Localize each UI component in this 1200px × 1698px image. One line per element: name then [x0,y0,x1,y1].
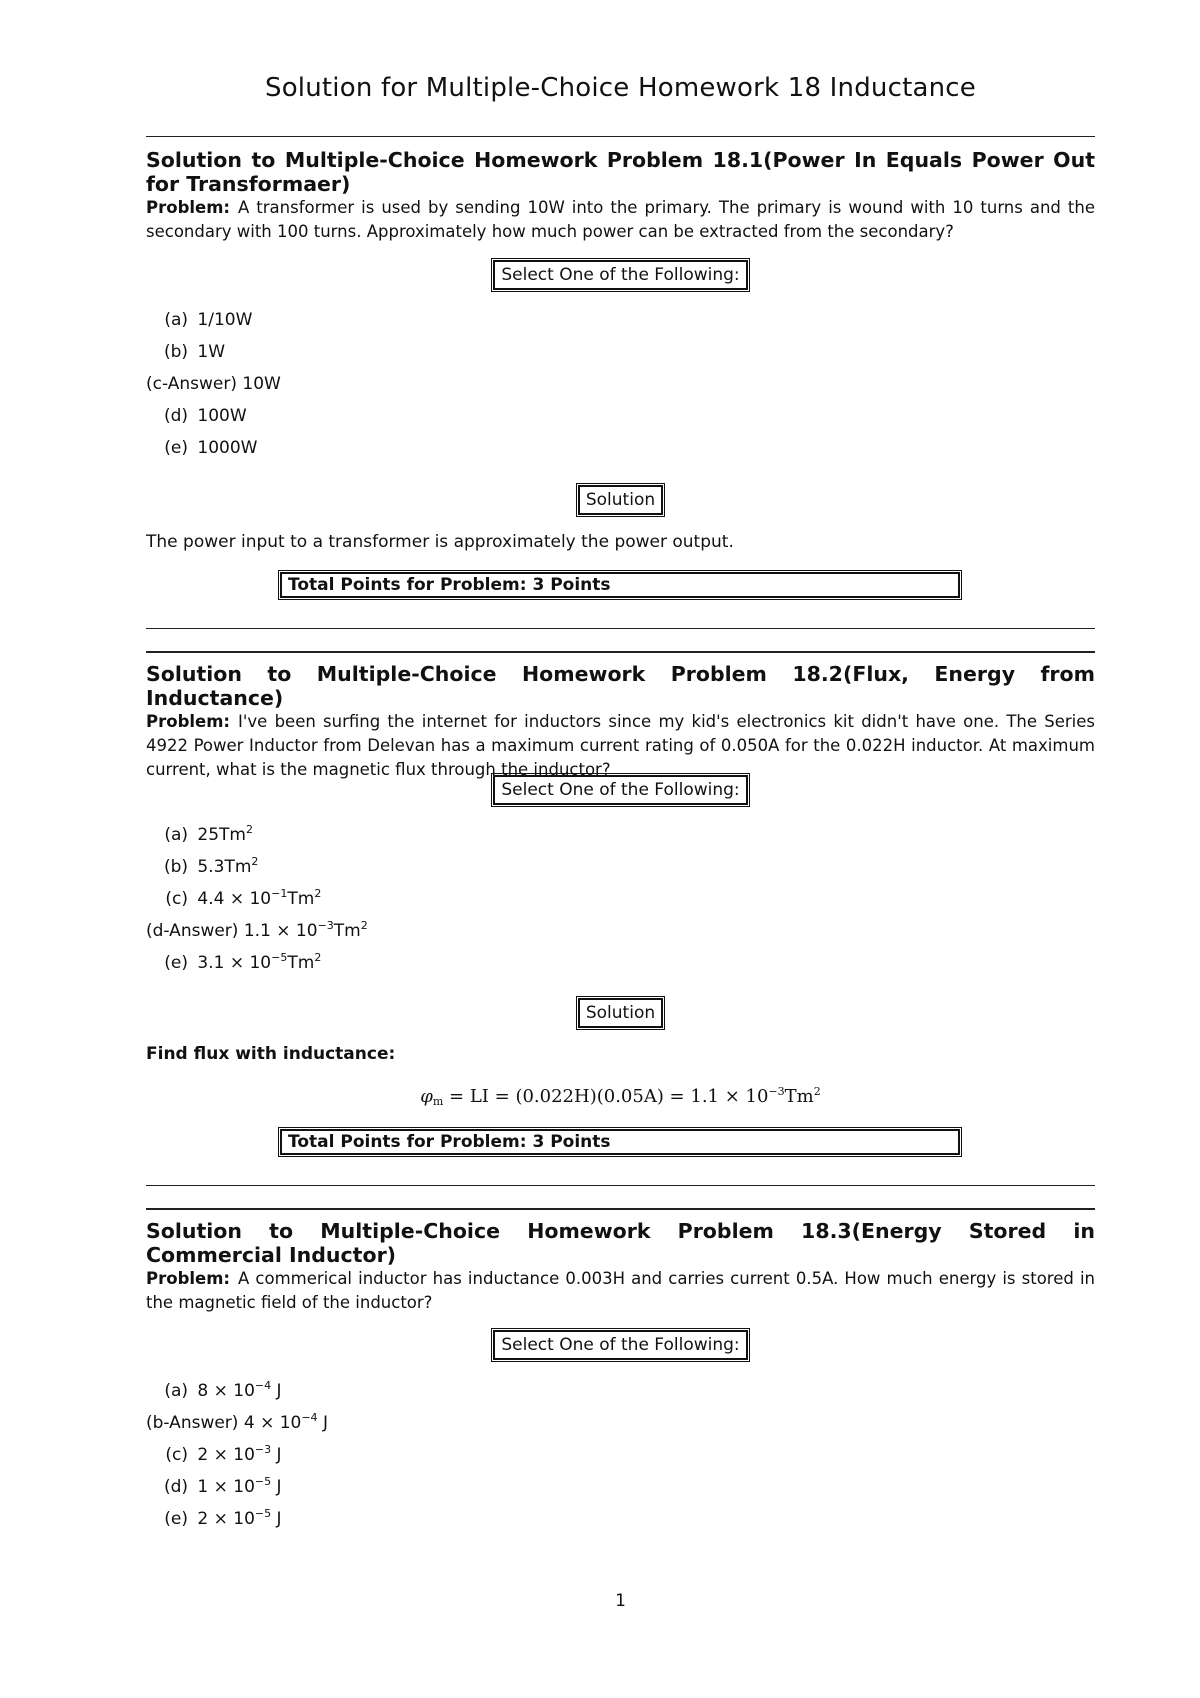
choice-value: 1.1 × 10 [243,921,318,941]
choice-value: 5.3Tm [197,857,252,877]
equation-exponent: −3 [768,1085,785,1098]
choice-unit: J [276,1381,282,1401]
choice-tag: (c-Answer) [146,374,237,394]
total-points-box: Total Points for Problem: 3 Points [280,1129,960,1155]
choice-value: 2 × 10 [197,1445,255,1465]
choice-unit: Tm [287,953,315,973]
choice-item [146,304,1095,336]
solution-box-wrap [146,998,1095,1028]
select-prompt: Select One of the Following: [493,260,747,290]
choice-tag: (a) [164,825,188,845]
document-page [146,0,1095,1698]
choice-list-18-2 [146,819,1095,979]
choice-exponent: −5 [254,1507,272,1520]
equation-unit: Tm [784,1086,814,1107]
choice-exponent: −3 [317,919,334,932]
choice-tag: (e) [164,953,188,973]
equation-subscript: m [432,1095,444,1108]
choice-exponent: 2 [314,951,322,964]
divider [146,628,1095,629]
problem-text: A commerical inductor has inductance 0.003H and carries current 0.5A. How much energy is stored in the magnetic field of the inductor? [146,1269,1095,1312]
choice-tag: (d-Answer) [146,921,239,941]
solution-label: Solution [578,485,663,515]
choice-tag: (a) [164,1381,188,1401]
choice-tag: (d) [163,406,188,426]
choice-unit: J [276,1445,282,1465]
choice-list-18-3 [146,1375,1095,1535]
choice-item [146,883,1095,915]
choice-text: 1W [197,342,226,362]
problem-heading: Solution to Multiple-Choice Homework Problem 18.3(Energy Stored in Commercial Inductor) [146,1219,1095,1267]
choice-text: 100W [197,406,247,426]
solution-label: Solution [578,998,663,1028]
choice-exponent: −4 [254,1379,272,1392]
choice-exponent: 2 [245,823,253,836]
solution-heading: Find flux with inductance: [146,1044,396,1064]
equation-body: = LI = (0.022H)(0.05A) = 1.1 × 10 [443,1086,769,1107]
choice-exponent: −4 [301,1411,318,1424]
choice-value: 3.1 × 10 [197,953,272,973]
problem-18-2 [146,662,1095,782]
choice-list-18-1 [146,304,1095,464]
choice-item [146,851,1095,883]
divider [146,136,1095,137]
divider [146,1185,1095,1186]
problem-label: Problem: [146,712,231,731]
choice-tag: (e) [164,1509,188,1529]
choice-item [146,1471,1095,1503]
select-box-wrap [146,775,1095,805]
choice-text: 1000W [197,438,258,458]
document-title: Solution for Multiple-Choice Homework 18 Inductance [264,73,976,103]
select-prompt: Select One of the Following: [493,775,747,805]
problem-statement [146,196,1095,244]
divider [146,1208,1095,1210]
choice-value: 2 × 10 [197,1509,255,1529]
choice-text: 1/10W [197,310,253,330]
choice-unit: J [322,1413,328,1433]
choice-item [146,400,1095,432]
choice-text: 10W [242,374,281,394]
choice-unit: J [276,1477,282,1497]
problem-heading: Solution to Multiple-Choice Homework Problem 18.1(Power In Equals Power Out for Transformaer) [146,148,1095,196]
problem-18-3 [146,1219,1095,1315]
choice-tag: (e) [164,438,188,458]
choice-unit: Tm [333,921,361,941]
choice-item [146,947,1095,979]
problem-statement [146,710,1095,782]
solution-body [146,1044,1095,1064]
problem-statement [146,1267,1095,1315]
choice-item-answer [146,915,1095,947]
problem-label: Problem: [146,1269,231,1288]
choice-unit: J [276,1509,282,1529]
choice-value: 1 × 10 [197,1477,255,1497]
choice-value: 8 × 10 [197,1381,255,1401]
choice-exponent: 2 [251,855,259,868]
choice-exponent: 2 [314,887,322,900]
choice-tag: (b) [163,857,188,877]
choice-value: 4 × 10 [243,1413,302,1433]
choice-exponent: −5 [271,951,288,964]
choice-item-answer [146,1407,1095,1439]
choice-tag: (a) [164,310,188,330]
select-box-wrap [146,260,1095,290]
choice-tag: (d) [163,1477,188,1497]
choice-item-answer [146,368,1095,400]
choice-exponent: 2 [360,919,368,932]
choice-tag: (b-Answer) [146,1413,239,1433]
choice-tag: (c) [165,1445,188,1465]
select-prompt: Select One of the Following: [493,1330,747,1360]
choice-exponent: −5 [254,1475,272,1488]
solution-box-wrap [146,485,1095,515]
choice-item [146,1503,1095,1535]
choice-unit: Tm [287,889,315,909]
choice-value: 25Tm [197,825,246,845]
choice-tag: (c) [165,889,188,909]
choice-item [146,1375,1095,1407]
solution-body [146,530,1095,554]
choice-item [146,432,1095,464]
choice-exponent: −3 [254,1443,272,1456]
problem-text: I've been surfing the internet for inductors since my kid's electronics kit didn't have one. The Series 4922 Power Inductor from Delevan has a maximum current rating of 0.050A for the 0.022H inductor. At maximum current, what is the magnetic flux through the inductor? [146,712,1095,779]
flux-equation [146,1086,1095,1107]
problem-text: A transformer is used by sending 10W into the primary. The primary is wound with 10 turns and the secondary with 100 turns. Approximately how much power can be extracted from the secondary? [146,198,1095,241]
equation-exponent: 2 [813,1085,821,1098]
choice-tag: (b) [163,342,188,362]
choice-item [146,819,1095,851]
equation-symbol: φ [420,1086,433,1107]
problem-label: Problem: [146,198,231,217]
choice-value: 4.4 × 10 [197,889,272,909]
solution-text: The power input to a transformer is approximately the power output. [146,532,734,552]
choice-item [146,336,1095,368]
choice-exponent: −1 [271,887,288,900]
divider [146,651,1095,653]
problem-heading: Solution to Multiple-Choice Homework Problem 18.2(Flux, Energy from Inductance) [146,662,1095,710]
select-box-wrap [146,1330,1095,1360]
total-points-box: Total Points for Problem: 3 Points [280,572,960,598]
page-number: 1 [615,1591,626,1611]
problem-18-1 [146,148,1095,244]
choice-item [146,1439,1095,1471]
